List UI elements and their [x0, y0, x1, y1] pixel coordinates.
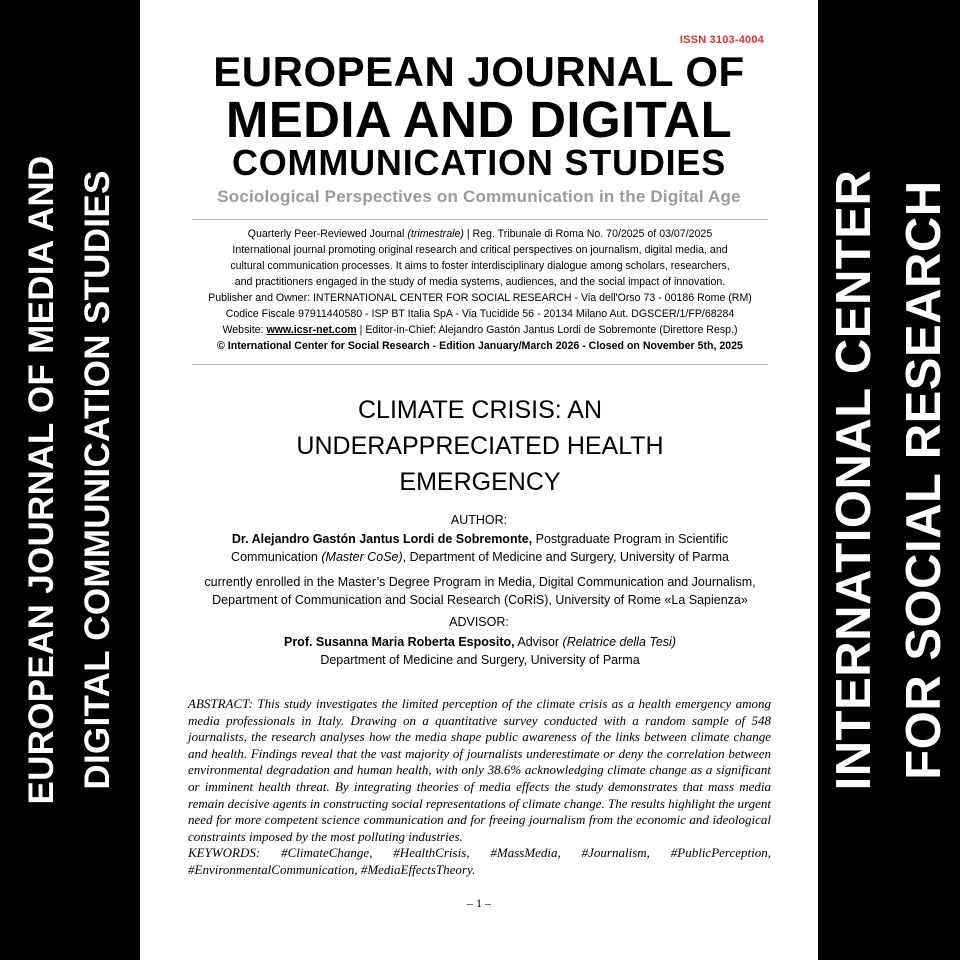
journal-meta — [180, 226, 780, 354]
editor-in-chief: | Editor-in-Chief: Alejandro Gastón Jantus Lordi de Sobremonte (Direttore Resp.) — [356, 324, 738, 336]
author-line2 — [180, 548, 780, 566]
right-sidebar-text — [819, 170, 959, 791]
page-number: – 1 – — [467, 896, 491, 910]
article-title-line1: CLIMATE CRISIS: AN — [357, 396, 603, 424]
advisor-role: Advisor — [514, 635, 563, 649]
header-divider — [192, 219, 768, 220]
meta-description-2: cultural communication processes. It aims to foster interdisciplinary dialogue among scholars, researchers, — [230, 260, 730, 272]
right-sidebar-line2: FOR SOCIAL RESEARCH — [897, 180, 951, 780]
website-label: Website: — [222, 324, 267, 336]
advisor-name: Prof. Susanna Maria Roberta Esposito, — [283, 635, 515, 649]
meta-publisher: Publisher and Owner: INTERNATIONAL CENTER FOR SOCIAL RESEARCH - Via dell'Orso 73 - 00186 Rome (RM) — [208, 292, 752, 304]
left-sidebar — [0, 0, 140, 960]
enrollment-line1: currently enrolled in the Master’s Degree Program in Media, Digital Communication and Journalism, — [204, 575, 756, 589]
advisor-line1 — [180, 633, 780, 651]
left-sidebar-line2: DIGITAL COMMUNICATION STUDIES — [78, 170, 117, 790]
left-sidebar-text — [14, 155, 126, 804]
meta-description-3: and practitioners engaged in the study of media systems, audiences, and the social impact of innovation. — [234, 276, 726, 288]
meta-website-line — [180, 322, 780, 338]
meta-journal-type: Quarterly Peer-Reviewed Journal — [247, 228, 408, 240]
advisor-block — [180, 633, 780, 669]
author-affiliation: Postgraduate Program in Scientific — [532, 532, 729, 546]
website-link[interactable]: www.icsr-net.com — [266, 324, 357, 336]
abstract — [188, 696, 771, 879]
author-label: AUTHOR: — [450, 513, 508, 527]
author-department: , Department of Medicine and Surgery, University of Parma — [402, 550, 729, 564]
meta-registration: | Reg. Tribunale di Roma No. 70/2025 of 03/07/2025 — [463, 228, 713, 240]
advisor-label: ADVISOR: — [449, 615, 509, 629]
author-program-name: (Master CoSe) — [321, 550, 403, 564]
keywords: KEYWORDS: #ClimateChange, #HealthCrisis, #MassMedia, #Journalism, #PublicPerception, #EnvironmentalCommunication, #MediaEffectsTheory. — [188, 845, 771, 877]
abstract-text: ABSTRACT: This study investigates the limited perception of the climate crisis as a health emergency among media professionals in Italy. Drawing on a quantitative survey conducted with a random sample of 548 journalists, the research analyses how the media shape public awareness of the links between climate change and health. Findings reveal that the vast majority of journalists underestimate or deny the correlation between environmental degradation and human health, with only 38.6% acknowledging climate change as a significant or imminent health threat. By integrating theories of media effects the study demonstrates that mass media remain decisive agents in constructing social representations of climate change. The results highlight the urgent need for more competent science communication and for freeing journalism from the economic and ideological constraints imposed by the most polluting industries. — [188, 696, 771, 844]
author-line1 — [180, 530, 780, 548]
journal-title-line2: MEDIA AND DIGITAL — [225, 91, 733, 148]
right-sidebar-line1: INTERNATIONAL CENTER — [827, 169, 881, 791]
enrollment-block — [180, 573, 780, 609]
journal-subtitle: Sociological Perspectives on Communication in the Digital Age — [217, 187, 741, 206]
article-title-line3: EMERGENCY — [399, 468, 561, 496]
author-name: Dr. Alejandro Gastón Jantus Lordi de Sobremonte, — [231, 532, 533, 546]
meta-fiscal: Codice Fiscale 97911440580 - ISP BT Italia SpA - Via Tucidide 56 - 20134 Milano Aut. DGSCER/1/FP/68284 — [225, 308, 735, 320]
article-title-line2: UNDERAPPRECIATED HEALTH — [296, 432, 664, 460]
journal-page — [140, 0, 818, 960]
enrollment-line2: Department of Communication and Social Research (CoRiS), University of Rome «La Sapienza» — [212, 593, 748, 607]
issn-label: ISSN 3103-4004 — [679, 34, 764, 46]
journal-title-line1: EUROPEAN JOURNAL OF — [213, 48, 745, 95]
advisor-role-detail: (Relatrice della Tesi) — [562, 635, 677, 649]
meta-line-registration — [180, 226, 780, 242]
author-program: Communication — [231, 550, 322, 564]
journal-title-line3: COMMUNICATION STUDIES — [231, 142, 727, 183]
meta-divider — [192, 364, 768, 365]
advisor-department: Department of Medicine and Surgery, University of Parma — [320, 653, 640, 667]
left-sidebar-line1: EUROPEAN JOURNAL OF MEDIA AND — [22, 155, 61, 805]
right-sidebar — [818, 0, 960, 960]
author-block — [180, 530, 780, 566]
meta-description-1: International journal promoting original research and critical perspectives on journalism, digital media, and — [232, 244, 728, 256]
article-title — [180, 392, 780, 500]
meta-copyright: © International Center for Social Research - Edition January/March 2026 - Closed on November 5th, 2025 — [217, 340, 743, 352]
meta-frequency: (trimestrale) — [407, 228, 464, 240]
